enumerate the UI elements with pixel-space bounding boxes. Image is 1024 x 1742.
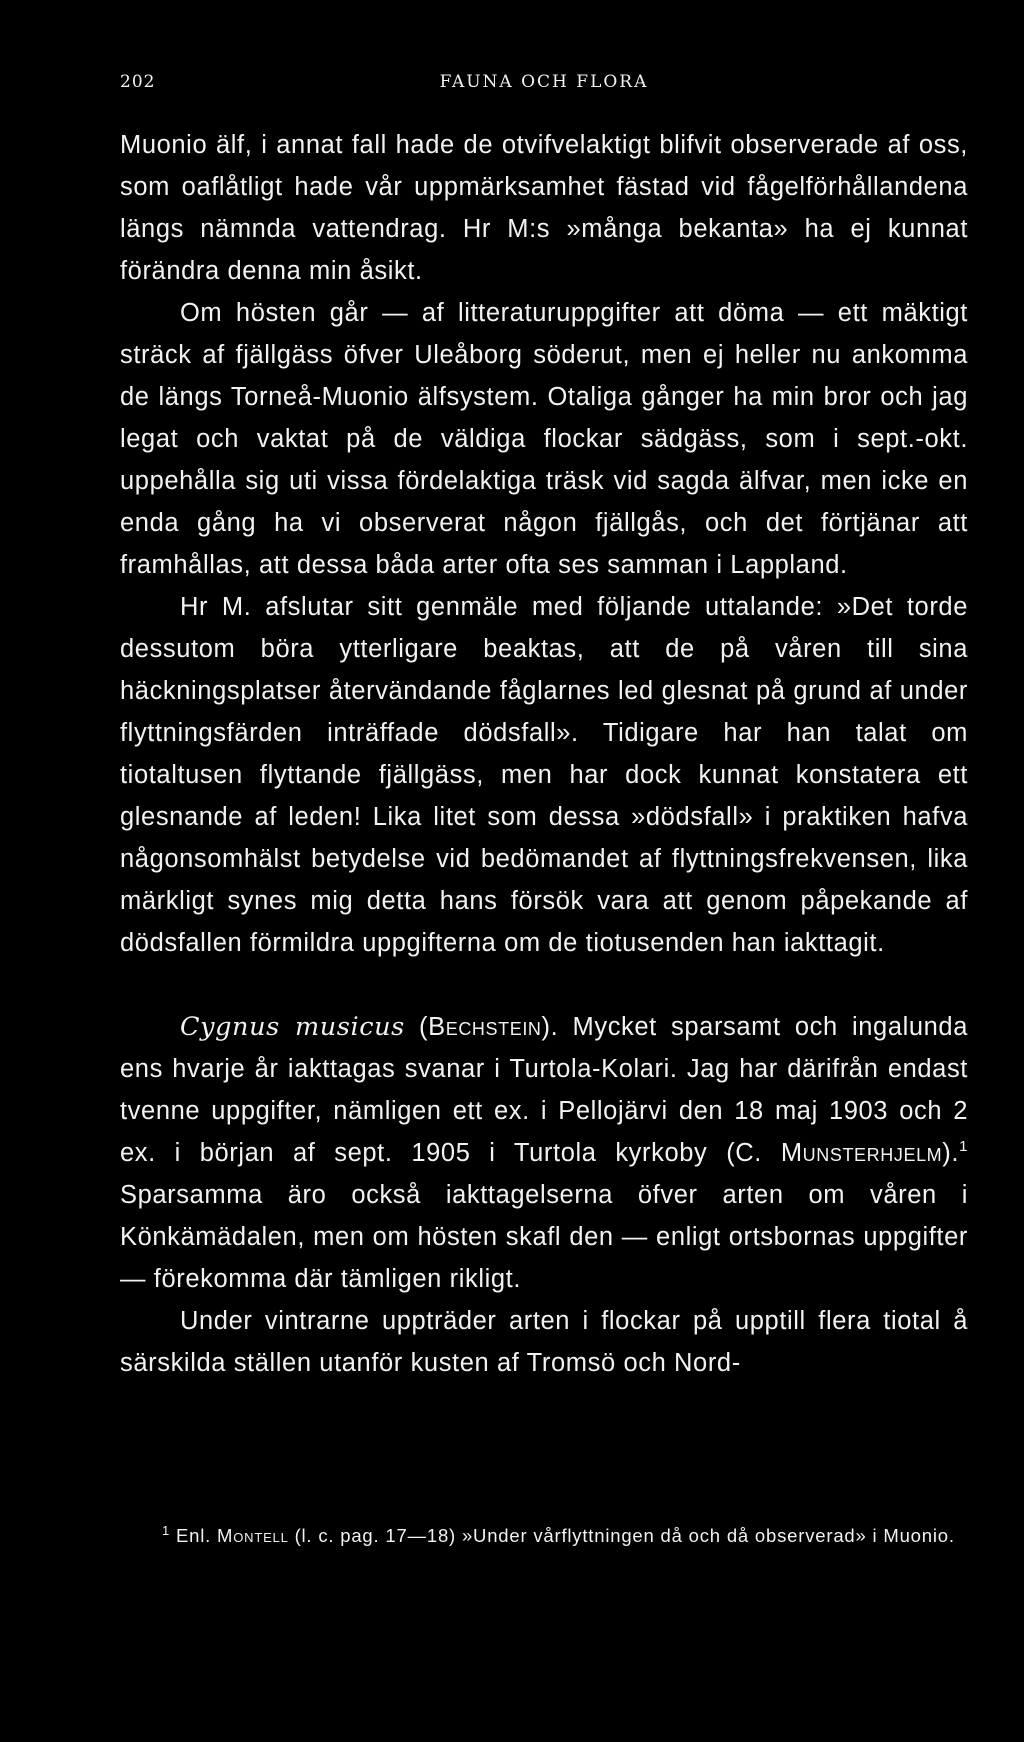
footnote-lead: Enl. <box>175 1525 212 1546</box>
page-header <box>120 72 968 96</box>
footnote-text: (l. c. pag. 17—18) »Under vårflyttningen då och då observerad» i Muonio. <box>294 1525 955 1546</box>
running-title: FAUNA OCH FLORA <box>439 72 649 92</box>
species-text-after-ref: Sparsamma äro också iakttagelserna öfver arten om våren i Könkämädalen, men om hösten skafl den — enligt ortsbornas uppgifter — förekomma där tämligen rikligt. <box>120 1181 968 1293</box>
species-author: Bechstein <box>428 1013 542 1041</box>
footnote <box>120 1520 968 1552</box>
body-text <box>120 124 968 1384</box>
reference-name: Munsterhjelm <box>780 1139 943 1167</box>
page-number: 202 <box>120 72 156 92</box>
footnote-author: Montell <box>217 1525 289 1546</box>
paragraph-2: Om hösten går — af litteraturuppgifter att döma — ett mäktigt sträck af fjällgäss öfver Uleåborg söderut, men ej heller nu ankomma de längs Torneå-Muonio älfsystem. Otaliga gånger ha min bror och jag legat och vaktat på de väldiga flockar sädgäss, som i sept.-okt. uppehålla sig uti vissa fördelaktiga träsk vid sagda älfvar, men icke en enda gång ha vi observerat någon fjällgås, och det förtjänar att framhållas, att dessa båda arter ofta ses samman i Lappland. <box>120 299 968 579</box>
footnote-number: 1 <box>162 1523 171 1538</box>
footnote-marker: 1 <box>959 1138 969 1155</box>
paragraph-3: Hr M. afslutar sitt genmäle med följande uttalande: »Det torde dessutom böra ytterligare beaktas, att de på våren till sina häckningsplatser återvändande fåglarnes led glesnat på grund af under flyttningsfärden inträffade dödsfall». Tidigare har han talat om tiotaltusen flyttande fjällgäss, men har dock kunnat konstatera ett glesnande af leden! Lika litet som dessa »dödsfall» i praktiken hafva någonsomhälst betydelse vid bedömandet af flyttningsfrekvensen, lika märkligt synes mig detta hans försök vara att genom påpekande af dödsfallen förmildra uppgifterna om de tiotusenden han iakttagit. <box>120 593 968 957</box>
species-name: Cygnus musicus <box>180 1012 405 1042</box>
paragraph-1: Muonio älf, i annat fall hade de otvifvelaktigt blifvit observerade af oss, som oaflåtligt hade vår uppmärksamhet fästad vid fågelförhållandena längs nämnda vattendrag. Hr M:s »många bekanta» ha ej kunnat förändra denna min åsikt. <box>120 131 968 285</box>
species-text-before-ref: Mycket sparsamt och ingalunda ens hvarje år iakttagas svanar i Turtola-Kolari. Jag har därifrån endast tvenne uppgifter, nämligen ett ex. i Pellojärvi den 18 maj 1903 och 2 ex. i början af sept. 1905 i Turtola kyrkoby (C. <box>120 1013 968 1167</box>
reference-close: ). <box>942 1139 960 1167</box>
species-paragraph: Cygnus musicus (Bechstein). Mycket sparsamt och ingalunda ens hvarje år iakttagas svanar i Turtola-Kolari. Jag har därifrån endast tvenne uppgifter, nämligen ett ex. i Pellojärvi den 18 maj 1903 och 2 ex. i början af sept. 1905 i Turtola kyrkoby (C. Munsterhjelm).$^1$ Sparsamma äro också iakttagelserna öfver arten om våren i Könkämädalen, men om hösten skafl den — enligt ortsbornas uppgifter — förekomma där tämligen rikligt. <box>120 1012 969 1293</box>
paragraph-5: Under vintrarne uppträder arten i flockar på upptill flera tiotal å särskilda ställen utanför kusten af Tromsö och Nord- <box>120 1307 968 1377</box>
